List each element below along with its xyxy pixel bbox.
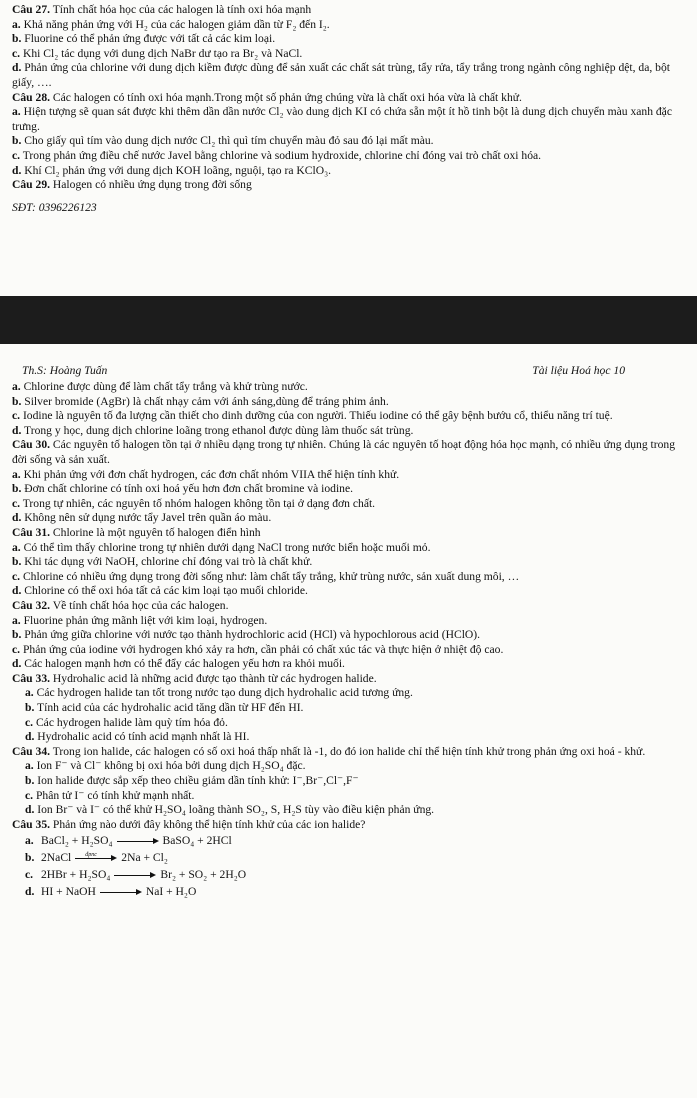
option-statement: Đơn chất chlorine có tính oxi hoá yếu hơn đơn chất bromine và iodine. (21, 482, 354, 496)
option-text (12, 759, 685, 774)
option-label: c. (12, 46, 21, 60)
option-text (12, 774, 685, 789)
option-label: b. (12, 394, 22, 408)
option-statement: Có thể tìm thấy chlorine trong tự nhiên dưới dạng NaCl trong nước biển hoặc muối mỏ. (20, 540, 431, 554)
option-text (12, 482, 685, 497)
option-text (12, 395, 685, 410)
question-number: Câu 32. (12, 598, 51, 612)
option-label: d. (25, 803, 35, 817)
option-text (12, 32, 685, 47)
equation-row (12, 883, 685, 900)
option-statement: Các hydrogen halide tan tốt trong nước tạo dung dịch hydrohalic acid tương ứng. (33, 686, 413, 700)
option-statement: Khi phản ứng với đơn chất hydrogen, các đơn chất nhóm VIIA thể hiện tính khử. (20, 467, 400, 481)
question-number: Câu 34. (12, 744, 51, 758)
equation-reactants: BaCl₂ + H₂SO₄ (41, 834, 113, 848)
option-label: d. (25, 730, 35, 744)
question-text (12, 526, 685, 541)
equation-row (12, 832, 685, 849)
option-text (12, 164, 685, 179)
option-text (12, 584, 685, 599)
option-text (12, 555, 685, 570)
option-label: a. (12, 613, 21, 627)
option-statement: Hydrohalic acid có tính acid mạnh nhất là HI. (34, 730, 250, 744)
option-statement: Ion F⁻ và Cl⁻ không bị oxi hóa bởi dung dịch H₂SO₄ đặc. (33, 759, 306, 773)
option-statement: Phản ứng của chlorine với dung dịch kiềm được dùng để sản xuất các chất sát trùng, tẩy rửa, tẩy trắng trong ngành công nghiệp dệt, da, bột giấy, …. (12, 61, 670, 89)
option-indented (12, 701, 685, 716)
reaction-arrow-icon (114, 870, 156, 880)
question-stem: Tính chất hóa học của các halogen là tính oxi hóa mạnh (50, 3, 312, 16)
page-separator (0, 296, 697, 344)
option-label: c. (12, 642, 21, 656)
option-indented (12, 686, 685, 701)
option-statement: Chlorine được dùng để làm chất tẩy trắng và khử trùng nước. (20, 380, 308, 393)
option-statement: Hiện tượng sẽ quan sát được khi thêm dần dần nước Cl₂ vào dung dịch KI có chứa sẵn một ít hồ tinh bột là dung dịch chuyển màu xanh đặc trưng. (12, 105, 672, 133)
option-label: b. (12, 555, 22, 569)
option-label: c. (12, 496, 21, 510)
option-label: d. (12, 163, 22, 177)
question-stem: Halogen có nhiều ứng dụng trong đời sống (50, 178, 252, 192)
question-number: Câu 28. (12, 90, 51, 104)
option-text (12, 570, 685, 585)
equation-products: Br₂ + SO₂ + 2H₂O (160, 868, 247, 882)
option-label: a. (12, 467, 21, 481)
option-text (12, 149, 685, 164)
option-label: b. (25, 774, 35, 788)
option-indented (12, 789, 685, 804)
option-text (12, 730, 685, 745)
option-text (12, 657, 685, 672)
option-statement: Ion Br⁻ và I⁻ có thể khử H₂SO₄ loãng thành SO₂, S, H₂S tùy vào điều kiện phản ứng. (34, 803, 435, 817)
reaction-condition: đpnc (85, 851, 97, 858)
option-statement: Fluorine phản ứng mãnh liệt với kim loại, hydrogen. (20, 613, 268, 627)
option-label: b. (25, 701, 35, 715)
option-statement: Phân tử I⁻ có tính khử mạnh nhất. (33, 788, 195, 802)
option-statement: Trong y học, dung dịch chlorine loãng trong ethanol được dùng làm thuốc sát trùng. (21, 423, 414, 437)
equation-list (12, 832, 685, 900)
option-text (12, 716, 685, 731)
option-text (12, 511, 685, 526)
option-text (12, 701, 685, 716)
question-text (12, 91, 685, 106)
question-number: Câu 30. (12, 438, 51, 452)
option-label: a. (12, 17, 21, 31)
question-number: Câu 31. (12, 525, 51, 539)
page-header (12, 364, 685, 380)
option-indented (12, 730, 685, 745)
option-label: c. (25, 788, 34, 802)
option-text (12, 105, 685, 134)
equation-row (12, 866, 685, 883)
option-label: c. (25, 715, 34, 729)
option-text (12, 643, 685, 658)
option-indented (12, 716, 685, 731)
option-label: b. (12, 482, 22, 496)
option-statement: Chlorine có nhiều ứng dụng trong đời sống như: làm chất tẩy trắng, khử trùng nước, sản xuất dung môi, … (20, 569, 520, 583)
option-text (12, 803, 685, 818)
option-statement: Khi tác dụng với NaOH, chlorine chỉ đóng vai trò là chất khử. (21, 555, 313, 569)
option-text (12, 468, 685, 483)
equation-reactants: 2HBr + H₂SO₄ (41, 868, 111, 882)
option-text (12, 789, 685, 804)
option-label: a. (25, 759, 34, 773)
option-statement: Các halogen mạnh hơn có thể đẩy các halogen yếu hơn ra khỏi muối. (21, 657, 345, 671)
phone-number: SĐT: 0396226123 (12, 200, 97, 214)
option-text (12, 541, 685, 556)
option-statement: Ion halide được sắp xếp theo chiều giảm dần tính khử: I⁻,Br⁻,Cl⁻,F⁻ (34, 774, 359, 788)
question-number: Câu 29. (12, 178, 51, 192)
question-text (12, 599, 685, 614)
equation-reactants: HI + NaOH (41, 885, 96, 899)
option-text (12, 47, 685, 62)
option-text (12, 409, 685, 424)
page-bottom-content (12, 380, 685, 832)
option-statement: Các hydrogen halide làm quỳ tím hóa đỏ. (33, 715, 228, 729)
equation-reactants: 2NaCl (41, 851, 72, 865)
option-label: d. (12, 584, 22, 598)
option-indented (12, 759, 685, 774)
option-statement: Cho giấy quì tím vào dung dịch nước Cl₂ thì quì tím chuyển màu đỏ sau đó lại mất màu. (21, 134, 434, 148)
question-number: Câu 33. (12, 671, 51, 685)
option-label: d. (12, 61, 22, 75)
reaction-arrow-icon (75, 853, 117, 863)
question-text (12, 178, 685, 193)
option-text (12, 424, 685, 439)
question-text (12, 745, 685, 760)
option-label: a. (25, 686, 34, 700)
option-label: d. (12, 657, 22, 671)
option-label: a. (12, 380, 21, 393)
question-stem: Hydrohalic acid là những acid được tạo thành từ các hydrogen halide. (50, 671, 377, 685)
question-text (12, 672, 685, 687)
option-label: c. (12, 409, 21, 423)
option-label: c. (12, 148, 21, 162)
reaction-arrow-icon (100, 887, 142, 897)
equation-label: b. (25, 851, 35, 865)
option-label: b. (12, 628, 22, 642)
option-text (12, 497, 685, 512)
option-label: d. (12, 511, 22, 525)
header-author: Th.S: Hoàng Tuấn (22, 364, 108, 377)
option-indented (12, 803, 685, 818)
question-text (12, 438, 685, 467)
option-indented (12, 774, 685, 789)
equation-products: NaI + H₂O (145, 885, 197, 899)
option-statement: Khí Cl₂ phản ứng với dung dịch KOH loãng, nguội, tạo ra KClO₃. (21, 163, 332, 177)
page-bottom (0, 344, 697, 1098)
option-text (12, 628, 685, 643)
option-label: a. (12, 540, 21, 554)
option-statement: Fluorine có thể phản ứng được với tất cả các kim loại. (21, 32, 276, 46)
option-label: d. (12, 423, 22, 437)
option-statement: Không nên sử dụng nước tẩy Javel trên quần áo màu. (21, 511, 272, 525)
option-statement: Tính acid của các hydrohalic acid tăng dần từ HF đến HI. (34, 701, 304, 715)
question-stem: Các nguyên tố halogen tồn tại ở nhiều dạng trong tự nhiên. Chúng là các nguyên tố hoạt động hóa học mạnh, có nhiều ứng dụng trong đời sống và sản xuất. (12, 438, 676, 466)
page-top-content (12, 3, 685, 193)
option-statement: Khả năng phản ứng với H₂ của các halogen giảm dần từ F₂ đến I₂. (20, 17, 330, 31)
option-text (12, 686, 685, 701)
equation-label: c. (25, 868, 34, 882)
header-title: Tài liệu Hoá học 10 (532, 364, 625, 377)
question-stem: Về tính chất hóa học của các halogen. (50, 598, 229, 612)
question-number: Câu 27. (12, 3, 51, 16)
equation-products: BaSO₄ + 2HCl (162, 834, 232, 848)
option-text (12, 380, 685, 395)
equation-label: d. (25, 885, 35, 899)
option-text (12, 614, 685, 629)
equation-products: 2Na + Cl₂ (121, 851, 168, 865)
option-text (12, 18, 685, 33)
question-number: Câu 35. (12, 817, 51, 831)
option-statement: Phản ứng giữa chlorine với nước tạo thành hydrochloric acid (HCl) và hypochlorous acid (HClO). (21, 628, 481, 642)
option-statement: Trong phản ứng điều chế nước Javel bằng chlorine và sodium hydroxide, chlorine chỉ đóng vai trò chất oxi hóa. (20, 148, 542, 162)
option-label: c. (12, 569, 21, 583)
option-label: a. (12, 105, 21, 119)
equation-row (12, 849, 685, 866)
option-label: b. (12, 32, 22, 46)
option-statement: Trong tự nhiên, các nguyên tố nhóm halogen không tồn tại ở dạng đơn chất. (20, 496, 376, 510)
question-stem: Phản ứng nào dưới đây không thể hiện tính khử của các ion halide? (50, 817, 366, 831)
question-text (12, 818, 685, 833)
option-statement: Iodine là nguyên tố đa lượng cần thiết cho dinh dưỡng của con người. Thiếu iodine có thể gây bệnh bướu cổ, thiểu năng trí tuệ. (20, 409, 613, 423)
question-stem: Chlorine là một nguyên tố halogen điển hình (50, 525, 261, 539)
option-statement: Phản ứng của iodine với hydrogen khó xảy ra hơn, cần phải có chất xúc tác và thực hiện ở nhiệt độ cao. (20, 642, 504, 656)
reaction-arrow-icon (117, 836, 159, 846)
question-stem: Các halogen có tính oxi hóa mạnh.Trong một số phản ứng chúng vừa là chất oxi hóa vừa là chất khử. (50, 90, 522, 104)
option-statement: Chlorine có thể oxi hóa tất cả các kim loại tạo muối chloride. (21, 584, 308, 598)
question-stem: Trong ion halide, các halogen có số oxi hoá thấp nhất là -1, do đó ion halide chỉ thể hiện tính khử trong phản ứng oxi hoá - khử. (50, 744, 646, 758)
option-statement: Silver bromide (AgBr) là chất nhạy cảm với ánh sáng,dùng để tráng phim ảnh. (21, 394, 389, 408)
option-statement: Khi Cl₂ tác dụng với dung dịch NaBr dư tạo ra Br₂ và NaCl. (20, 46, 303, 60)
equation-label: a. (25, 834, 34, 848)
option-text (12, 61, 685, 90)
option-label: b. (12, 134, 22, 148)
option-text (12, 134, 685, 149)
page-top (0, 0, 697, 296)
question-text (12, 3, 685, 18)
